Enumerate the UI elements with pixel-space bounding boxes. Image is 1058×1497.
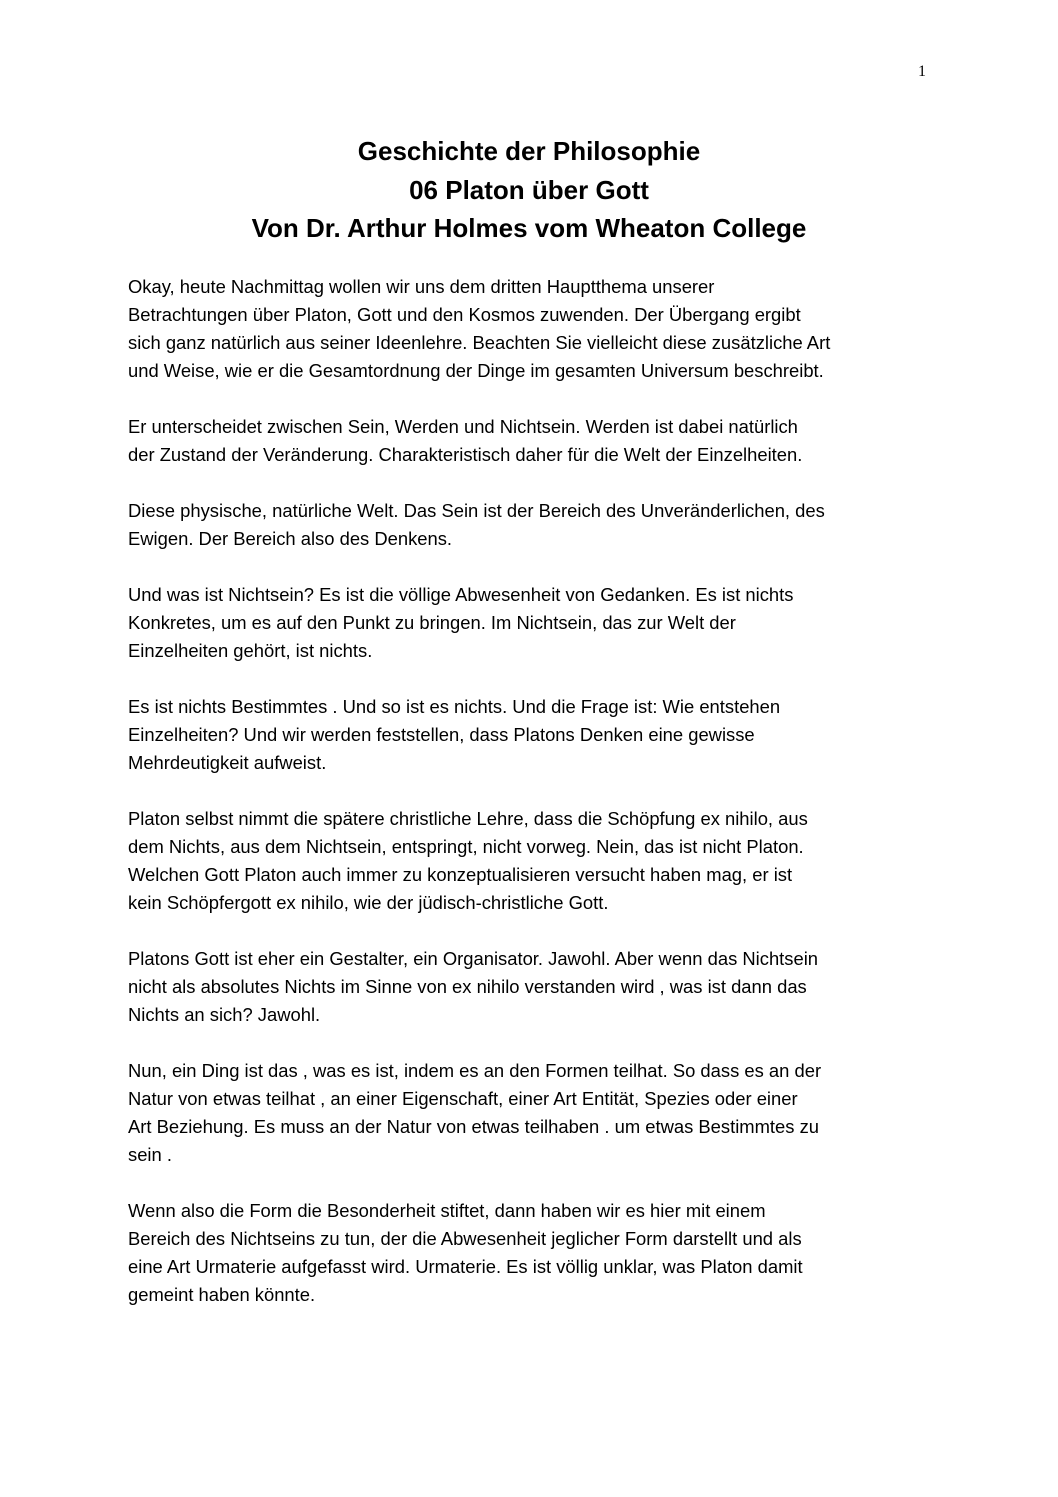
paragraph [128,1057,940,1169]
text-line: Konkretes, um es auf den Punkt zu bringen. Im Nichtsein, das zur Welt der [128,612,736,633]
text-line: Einzelheiten? Und wir werden feststellen, dass Platons Denken eine gewisse [128,724,755,745]
text-line: dem Nichts, aus dem Nichtsein, entspringt, nicht vorweg. Nein, das ist nicht Platon. [128,836,804,857]
paragraph [128,497,940,553]
paragraph [128,945,940,1029]
document-title [100,132,958,248]
text-line: Natur von etwas teilhat , an einer Eigenschaft, einer Art Entität, Spezies oder einer [128,1088,798,1109]
text-line: Ewigen. Der Bereich also des Denkens. [128,528,453,549]
paragraph [128,805,940,917]
title-line: 06 Platon über Gott [409,174,649,205]
page-number: 1 [918,63,926,80]
text-line: kein Schöpfergott ex nihilo, wie der jüdisch-christliche Gott. [128,892,609,913]
text-line: Platons Gott ist eher ein Gestalter, ein Organisator. Jawohl. Aber wenn das Nichtsein [128,948,819,969]
paragraph [128,693,940,777]
text-line: Platon selbst nimmt die spätere christliche Lehre, dass die Schöpfung ex nihilo, aus [128,808,808,829]
paragraph [128,413,940,469]
text-line: Nichts an sich? Jawohl. [128,1004,321,1025]
paragraph [128,581,940,665]
title-line: Von Dr. Arthur Holmes vom Wheaton College [251,213,807,243]
text-line: Nun, ein Ding ist das , was es ist, indem es an den Formen teilhat. So dass es an der [128,1060,822,1081]
text-line: sein . [128,1144,172,1165]
text-line: Es ist nichts Bestimmtes . Und so ist es nichts. Und die Frage ist: Wie entstehen [128,696,781,717]
title-line: Geschichte der Philosophie [357,136,701,166]
text-line: Und was ist Nichtsein? Es ist die völlige Abwesenheit von Gedanken. Es ist nichts [128,584,794,605]
text-line: und Weise, wie er die Gesamtordnung der Dinge im gesamten Universum beschreibt. [128,360,824,381]
text-line: sich ganz natürlich aus seiner Ideenlehre. Beachten Sie vielleicht diese zusätzliche Art [128,332,831,353]
text-line: Bereich des Nichtseins zu tun, der die Abwesenheit jeglicher Form darstellt und als [128,1228,802,1249]
document-body [128,273,940,1337]
text-line: eine Art Urmaterie aufgefasst wird. Urmaterie. Es ist völlig unklar, was Platon damit [128,1256,803,1277]
text-line: Okay, heute Nachmittag wollen wir uns dem dritten Hauptthema unserer [128,276,715,297]
text-line: Wenn also die Form die Besonderheit stiftet, dann haben wir es hier mit einem [128,1200,766,1221]
text-line: Mehrdeutigkeit aufweist. [128,752,327,773]
text-line: der Zustand der Veränderung. Charakteristisch daher für die Welt der Einzelheiten. [128,444,803,465]
paragraph [128,1197,940,1309]
text-line: Welchen Gott Platon auch immer zu konzeptualisieren versucht haben mag, er ist [128,864,793,885]
text-line: Art Beziehung. Es muss an der Natur von etwas teilhaben . um etwas Bestimmtes zu [128,1116,819,1137]
text-line: gemeint haben könnte. [128,1284,316,1305]
text-line: Einzelheiten gehört, ist nichts. [128,640,373,661]
paragraph [128,273,940,385]
text-line: Diese physische, natürliche Welt. Das Sein ist der Bereich des Unveränderlichen, des [128,500,825,521]
text-line: Betrachtungen über Platon, Gott und den Kosmos zuwenden. Der Übergang ergibt [128,304,801,325]
text-line: nicht als absolutes Nichts im Sinne von ex nihilo verstanden wird , was ist dann das [128,976,807,997]
text-line: Er unterscheidet zwischen Sein, Werden und Nichtsein. Werden ist dabei natürlich [128,416,798,437]
